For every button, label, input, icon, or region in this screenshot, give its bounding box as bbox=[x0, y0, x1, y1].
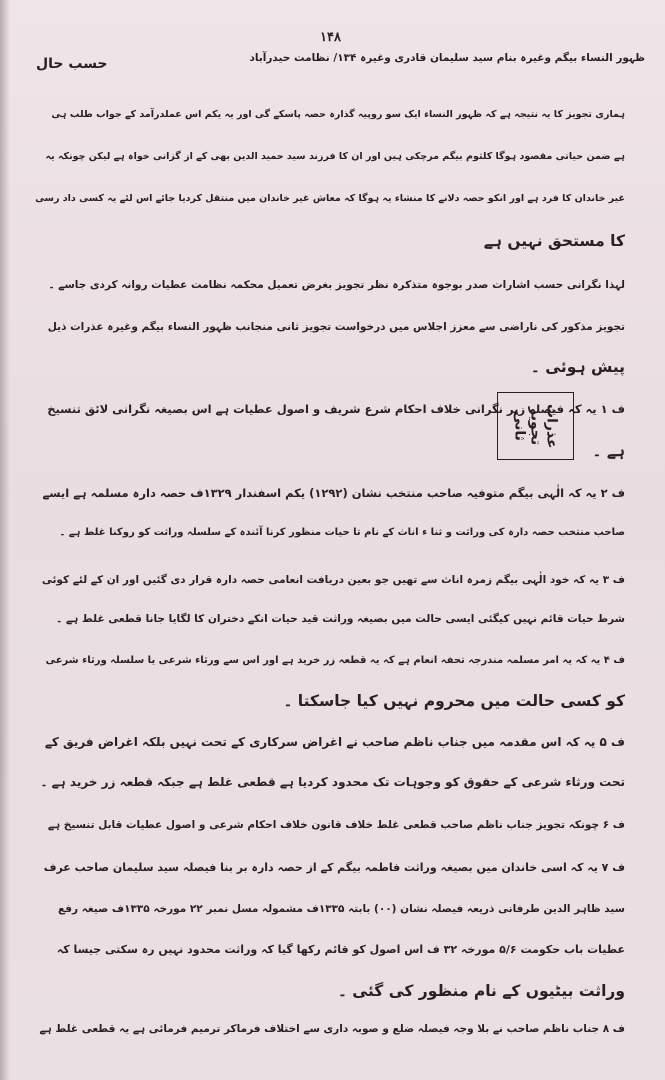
text-line: تجویز مذکور کی ناراضی سے معزز اجلاس میں درخواست تجویز ثانی منجانب ظہور النساء بیگم وغیرہ عذرات ذیل bbox=[47, 321, 625, 333]
text-line: وراثت بیٹیوں کے نام منظور کی گئی ۔ bbox=[337, 982, 625, 1000]
text-line: ف ۶ چونکہ تجویز جناب ناظم صاحب قطعی غلط خلاف قانون خلاف احکام شرعی و اصول عطیات قابل تنسیخ ہے bbox=[47, 819, 625, 831]
text-line: سید ظاہر الدین طرفانی ذریعہ فیصلہ نشان (۰۰) بابتہ ۱۳۳۵ف مشمولہ مسل نمبر ۲۲ مورخہ ۱۳۳۵ف صیغہ رفع bbox=[57, 903, 625, 915]
page-number: ۱۴۸ bbox=[320, 30, 341, 45]
text-line: ہماری تجویز کا یہ نتیجہ ہے کہ ظہور النساء ایک سو روپیہ گذارہ حصہ پاسکے گی اور یہ یکم اس عملدرآمد کے جواب طلب ہی bbox=[51, 109, 625, 120]
margin-box-label: عذرات تجویز ثانی bbox=[497, 392, 574, 460]
text-line: ف ۸ جناب ناظم صاحب نے بلا وجہ فیصلہ ضلع و صوبہ داری سے اختلاف فرماکر ترمیم فرمائی ہے یہ قطعی غلط ہے bbox=[39, 1023, 625, 1035]
text-line: لہذا نگرانی حسب اشارات صدر بوجوہ متذکرہ نظر تجویز بغرض تعمیل محکمہ نظامت عطیات روانہ کردی جاسے ۔ bbox=[48, 279, 625, 291]
text-line: کا مستحق نہیں ہے bbox=[483, 232, 625, 250]
text-line: کو کسی حالت میں محروم نہیں کیا جاسکتا ۔ bbox=[283, 692, 625, 710]
text-line: ہے ۔ bbox=[592, 442, 625, 460]
text-line: ہے ضمن حیاتی مقصود ہوگا کلثوم بیگم مرچکی ہیں اور ان کا فرزند سید حمید الدین بھی کے از گزانی خواہ ہے لیکن چونکہ یہ bbox=[45, 151, 625, 162]
text-line: ف ۳ یہ کہ خود الٰہی بیگم زمرہ اناث سے تھیں جو بعین دریافت انعامی حصہ دارہ قرار دی گئیں اور ان کے لئے کوئی bbox=[41, 574, 625, 586]
text-line: ف ۲ یہ کہ الٰہی بیگم متوفیہ صاحب منتخب نشان (۱۲۹۲) یکم اسفندار ۱۳۲۹ف حصہ دارہ مسلمہ ہے ایسے bbox=[42, 486, 625, 500]
text-line: ف ۷ یہ کہ اسی خاندان میں بصیغہ وراثت فاطمہ بیگم کے از حصہ دارہ بر بنا فیصلہ سید سلیمان صاحب عرف bbox=[43, 861, 625, 874]
text-line: ف ۱ یہ کہ فیصلہ زیر نگرانی خلاف احکام شرع شریف و اصول عطیات ہے اس بصیغہ نگرانی لائق تنسیخ bbox=[47, 402, 625, 416]
text-line: شرط حیات قائم نہیں کیگئی ایسی حالت میں بصیغہ وراثت قید حیات انکے دختران کا لگایا جانا قطعی غلط ہے ۔ bbox=[56, 613, 625, 625]
text-line: غیر خاندان کا فرد ہے اور انکو حصہ دلانے کا منشاء یہ ہوگا کہ معاش غیر خاندان میں منتقل کردیا جائے اس لئے یہ کسی داد رسی bbox=[35, 193, 625, 204]
text-line: ف ۵ یہ کہ اس مقدمہ میں جناب ناظم صاحب نے اغراض سرکاری کے تحت نہیں بلکہ اغراض فریق کے bbox=[44, 735, 625, 749]
text-line: صاحب منتخب حصہ دارہ کی وراثت و ثنا ء اناث کے نام تا حیات منظور کرنا آئندہ کے سلسلہ وراثت کو روکنا غلط ہے ۔ bbox=[59, 527, 625, 538]
text-line: تحت ورثاء شرعی کے حقوق کو وجوہات تک محدود کردیا ہے قطعی غلط ہے جبکہ قطعہ زر خرید ہے ۔ bbox=[40, 775, 625, 789]
text-line: ف ۴ یہ کہ یہ امر مسلمہ مندرجہ تحفہ انعام ہے کہ یہ قطعہ زر خرید ہے اور اس سے ورثاء شرعی یا سلسلہ ورثاء شرعی bbox=[45, 655, 625, 666]
text-line: پیش ہوئی ۔ bbox=[530, 358, 625, 376]
text-line: عطیات باب حکومت ۵/۶ مورخہ ۳۲ ف اس اصول کو قائم رکھا گیا کہ وراثت محدود نہیں رہ سکتی جیسا کہ bbox=[56, 943, 625, 956]
case-title: ظہور النساء بیگم وغیرہ بنام سید سلیمان قادری وغیرہ ۱۳۴/ نظامت حیدرآباد bbox=[249, 52, 645, 64]
side-note: حسب حال bbox=[36, 56, 108, 72]
